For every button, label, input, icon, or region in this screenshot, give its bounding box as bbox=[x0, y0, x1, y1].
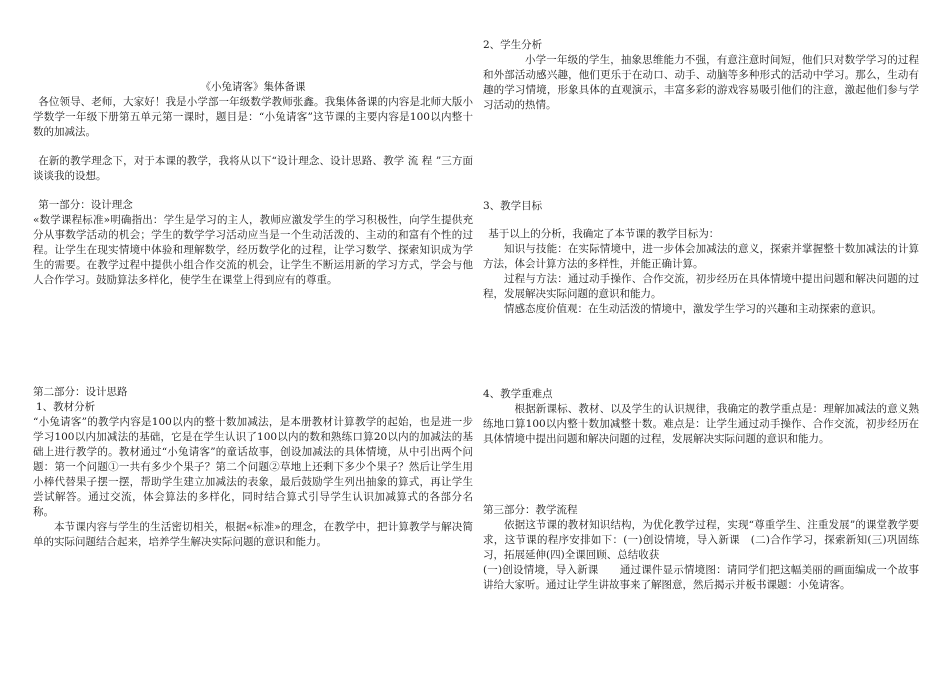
student-analysis-heading: 2、学生分析 bbox=[483, 39, 543, 51]
part3-paragraph: 依据这节课的教材知识结构，为优化教学过程，实现“尊重学生、注重发展”的课堂教学要求，这节课的程序安排如下：(一)创设情境，导入新课 (二)合作学习，探索新知(三)巩固练习，拓展延伸(四)全课回顾、总结收获 bbox=[483, 519, 919, 561]
part2-subheading: 1、教材分析 bbox=[36, 401, 96, 413]
intro-paragraph: 各位领导、老师，大家好！我是小学部一年级数学教师张鑫。我集体备课的内容是北师大版小学数学一年级下册第五单元第一课时，题目是：“小兔请客”这节课的主要内容是100以内整十数的加减法。 bbox=[33, 96, 473, 138]
goal-attitude: 情感态度价值观：在生动活泼的情境中，激发学生学习的兴趣和主动探索的意识。 bbox=[504, 303, 882, 315]
part2-heading: 第二部分：设计思路 bbox=[33, 386, 128, 398]
goals-intro: 基于以上的分析，我确定了本节课的教学目标为： bbox=[488, 228, 720, 240]
key-points-heading: 4、教学重难点 bbox=[483, 388, 553, 400]
goals-heading: 3、教学目标 bbox=[483, 200, 543, 212]
overview-paragraph: 在新的教学理念下，对于本课的教学，我将从以下“设计理念、设计思路、教学 流 程 ”三方面谈谈我的设想。 bbox=[33, 155, 473, 182]
part3-heading: 第三部分：教学流程 bbox=[483, 504, 578, 516]
page-title: 《小兔请客》集体备课 bbox=[200, 81, 306, 93]
part3-step1: (一)创设情境，导入新课 通过课件显示情境图：请同学们把这幅美丽的画面编成一个故事讲给大家听。通过让学生讲故事来了解图意，然后揭示并板书课题：小兔请客。 bbox=[483, 564, 919, 591]
goal-knowledge: 知识与技能：在实际情境中，进一步体会加减法的意义，探索并掌握整十数加减法的计算方法，体会计算方法的多样性，并能正确计算。 bbox=[483, 243, 919, 270]
key-points-paragraph: 根据新课标、教材、以及学生的认识规律，我确定的教学重点是：理解加减法的意义熟练地口算100以内整十数加减整十数。难点是：让学生通过动手操作、合作交流，初步经历在具体情境中提出问题和解决问题的过程，发展解决实际问题的意识和能力。 bbox=[483, 403, 919, 445]
part1-paragraph: «数学课程标准»明确指出：学生是学习的主人，教师应激发学生的学习积极性，向学生提供充分从事数学活动的机会；学生的数学学习活动应当是一个生动活泼的、主动的和富有个性的过程。让学生在现实情境中体验和理解数学，经历数学化的过程，让学习数学、探索知识成为学生的需要。在教学过程中提供小组合作交流的机会，让学生不断运用新的学习方式，学会与他人合作学习。鼓励算法多样化，使学生在课堂上得到应有的尊重。 bbox=[33, 214, 473, 286]
student-analysis-paragraph: 小学一年级的学生，抽象思维能力不强，有意注意时间短，他们只对数学学习的过程和外部活动感兴趣，他们更乐于在动口、动手、动脑等多种形式的活动中学习。那么，生动有趣的学习情境，形象具体的直观演示，丰富多彩的游戏容易吸引他们的注意，激起他们参与学习活动的热情。 bbox=[483, 54, 919, 111]
part2-paragraph-2: 本节课内容与学生的生活密切相关，根据«标准»的理念，在教学中，把计算教学与解决简单的实际问题结合起来，培养学生解决实际问题的意识和能力。 bbox=[33, 521, 473, 548]
part2-paragraph-1: “小兔请客”的教学内容是100以内的整十数加减法，是本册教材计算教学的起始，也是进一步学习100以内加减法的基础，它是在学生认识了100以内的数和熟练口算20以内的加减法的基础上进行教学的。教材通过“小兔请客”的童话故事，创设加减法的具体情境，从中引出两个问题：第一个问题①一共有多少个果子？第二个问题②草地上还剩下多少个果子？然后让学生用小棒代替果子摆一摆，帮助学生建立加减法的表象，最后鼓励学生列出抽象的算式，再让学生尝试解答。通过交流，体会算法的多样化，同时结合算式引导学生认识加减算式的各部分名称。 bbox=[33, 416, 473, 518]
goal-process: 过程与方法：通过动手操作、合作交流，初步经历在具体情境中提出问题和解决问题的过程，发展解决实际问题的意识和能力。 bbox=[483, 273, 919, 300]
part1-heading: 第一部分：设计理念 bbox=[38, 199, 133, 211]
